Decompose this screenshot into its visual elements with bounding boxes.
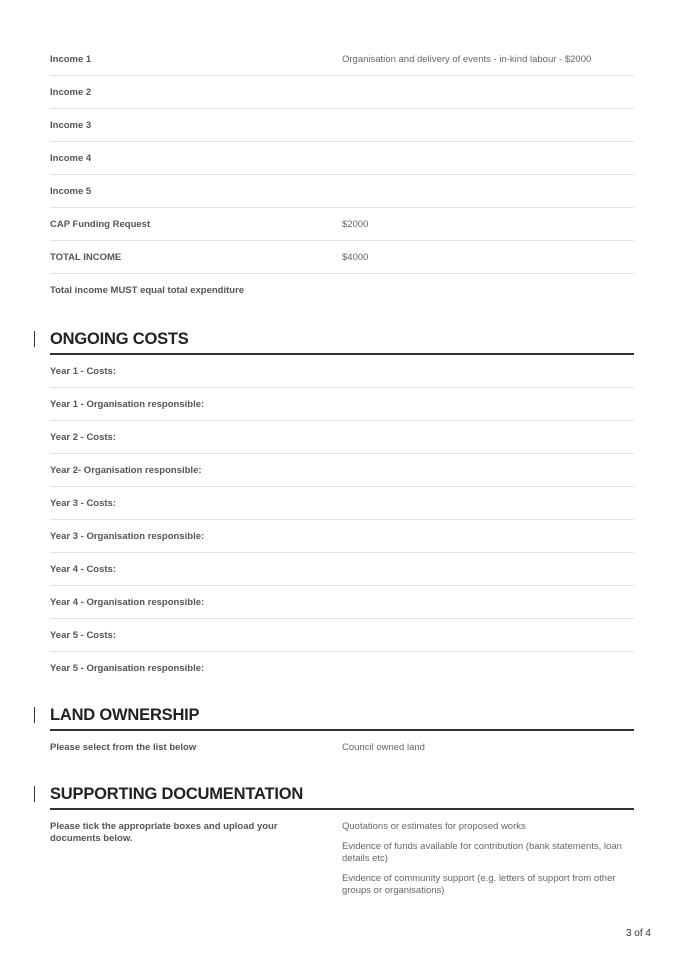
section-marker: [34, 331, 35, 347]
section-marker: [34, 786, 35, 802]
row-label: Income 4: [50, 153, 92, 164]
ongoing-costs-section: [50, 329, 634, 685]
row-label: Year 1 - Organisation responsible:: [50, 399, 205, 410]
row-label: Income 2: [50, 87, 92, 98]
row-value: [342, 76, 634, 108]
row-label: Year 4 - Organisation responsible:: [50, 597, 205, 608]
table-row: [50, 208, 634, 241]
section-header: [50, 705, 634, 731]
row-label: Year 3 - Costs:: [50, 498, 116, 509]
row-label: Income 1: [50, 54, 92, 65]
table-row: [50, 43, 634, 76]
table-row: [50, 619, 634, 652]
table-row: [50, 109, 634, 142]
table-row: [50, 421, 634, 454]
table-row: [50, 553, 634, 586]
row-label: Year 5 - Costs:: [50, 630, 116, 641]
list-item: Evidence of community support (e.g. letters of support from other groups or organisations): [342, 873, 616, 896]
section-title: LAND OWNERSHIP: [50, 706, 200, 724]
row-value: [342, 619, 634, 651]
row-value: Council owned land: [342, 742, 425, 753]
row-label: Year 2- Organisation responsible:: [50, 465, 202, 476]
document-list: [342, 810, 634, 906]
row-label: Income 3: [50, 120, 92, 131]
row-value: [342, 388, 634, 420]
table-row: [50, 175, 634, 208]
row-label: Year 1 - Costs:: [50, 366, 116, 377]
section-title: ONGOING COSTS: [50, 330, 189, 348]
income-note-row: [50, 274, 634, 307]
section-header: [50, 784, 634, 810]
list-item: Quotations or estimates for proposed works: [342, 821, 526, 832]
section-header: [50, 329, 634, 355]
row-value: [342, 175, 634, 207]
row-label: Year 2 - Costs:: [50, 432, 116, 443]
row-value: Organisation and delivery of events - in-kind labour - $2000: [342, 54, 592, 65]
row-value: [342, 355, 634, 387]
row-value: [342, 142, 634, 174]
form-page: [50, 43, 634, 906]
row-label: Income 5: [50, 186, 92, 197]
table-row: [50, 520, 634, 553]
row-label: CAP Funding Request: [50, 219, 151, 230]
land-ownership-section: [50, 705, 634, 764]
table-row: [50, 454, 634, 487]
row-value: [342, 652, 634, 685]
table-row: [50, 586, 634, 619]
page-number: 3 of 4: [625, 928, 651, 939]
row-label: TOTAL INCOME: [50, 252, 122, 263]
row-value: $4000: [342, 252, 369, 263]
row-value: [342, 586, 634, 618]
table-row: [50, 731, 634, 764]
section-marker: [34, 707, 35, 723]
row-value: [342, 454, 634, 486]
table-row: [50, 652, 634, 685]
row-value: [342, 109, 634, 141]
row-label: Please tick the appropriate boxes and upload your documents below.: [50, 821, 278, 844]
table-row: [50, 355, 634, 388]
table-row: [50, 142, 634, 175]
row-value: [342, 487, 634, 519]
section-title: SUPPORTING DOCUMENTATION: [50, 785, 304, 803]
row-label: Year 3 - Organisation responsible:: [50, 531, 205, 542]
row-label: Year 4 - Costs:: [50, 564, 116, 575]
row-label: Please select from the list below: [50, 742, 197, 753]
income-table: [50, 43, 634, 307]
row-value: [342, 520, 634, 552]
income-note: Total income MUST equal total expenditure: [50, 285, 245, 296]
table-row: [50, 810, 634, 906]
supporting-documentation-section: [50, 784, 634, 906]
table-row: [50, 76, 634, 109]
table-row: [50, 388, 634, 421]
list-item: Evidence of funds available for contribution (bank statements, loan details etc): [342, 841, 622, 864]
row-value: [342, 553, 634, 585]
row-value: [342, 421, 634, 453]
table-row: [50, 241, 634, 274]
row-label: Year 5 - Organisation responsible:: [50, 663, 205, 674]
row-value: $2000: [342, 219, 369, 230]
table-row: [50, 487, 634, 520]
